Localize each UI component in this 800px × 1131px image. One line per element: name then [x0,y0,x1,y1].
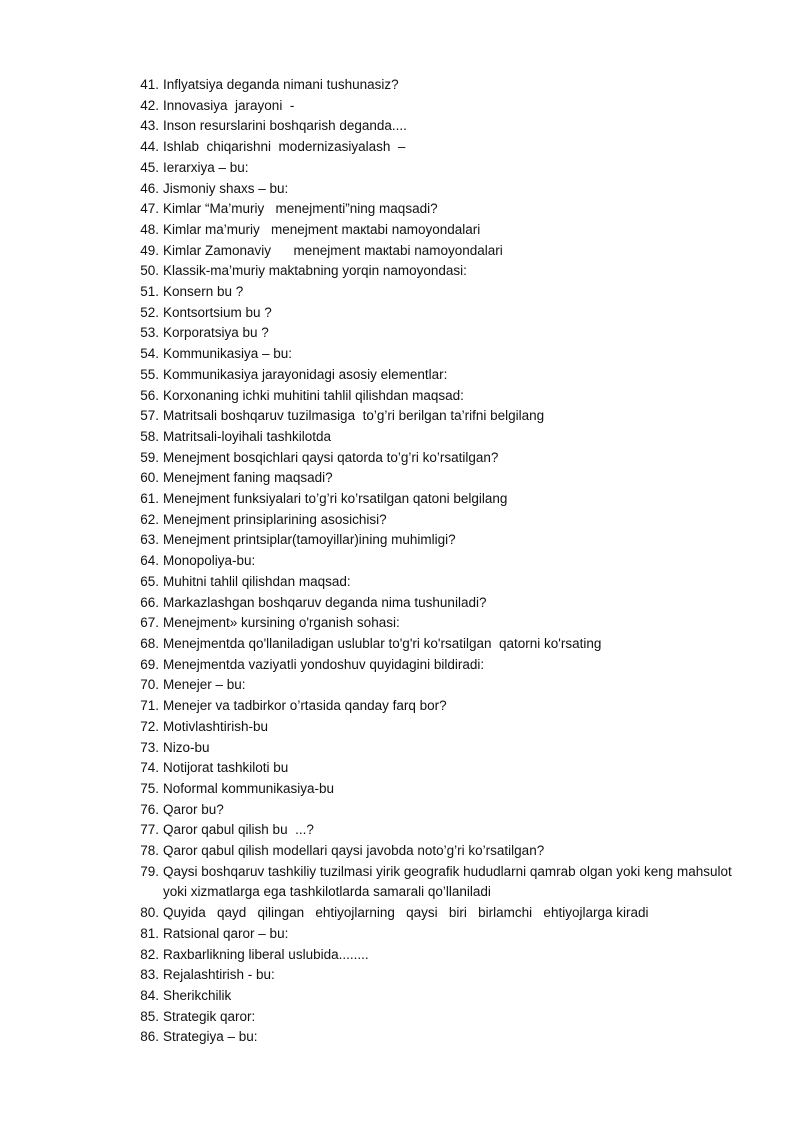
question-text: Innovasiya jarayoni - [163,97,295,113]
question-number: 62. [140,511,159,527]
question-text: Klassik-ma’muriy maktabning yorqin namoyondasi: [163,263,467,279]
question-text: Menejer va tadbirkor o’rtasida qanday farq bor? [163,698,447,714]
question-item [133,779,743,800]
question-text: Qaror bu? [163,801,224,817]
question-item [133,261,743,282]
question-item [133,841,743,862]
question-item [133,986,743,1007]
question-number: 41. [140,77,159,92]
question-item [133,530,743,551]
question-text: Kimlar ma’muriy menejment mакtabi namoyondalari [163,221,481,237]
question-list [133,75,743,1048]
question-number: 81. [140,925,159,941]
question-text: Monopoliya-bu: [163,553,256,569]
question-text: Kommunikasiya jarayonidagi asosiy elementlar: [163,366,448,382]
question-item [133,489,743,510]
question-number: 78. [140,843,159,859]
question-text: Noformal kommunikasiya-bu [163,780,335,796]
question-text: Strategiya – bu: [163,1029,258,1045]
question-item [133,758,743,779]
question-text: Menejmentda vaziyatli yondoshuv quyidagini bildiradi: [163,656,485,672]
question-number: 43. [140,118,159,134]
question-number: 44. [140,139,159,155]
question-text: Motivlashtirish-bu [163,718,269,734]
question-item [133,696,743,717]
question-text: Sherikchilik [163,987,232,1003]
question-item [133,344,743,365]
question-number: 84. [140,987,159,1003]
question-item [133,510,743,531]
question-number: 79. [140,863,159,879]
question-item [133,924,743,945]
question-text: Kontsortsium bu ? [163,304,272,320]
question-number: 82. [140,946,159,962]
question-text: Qaysi boshqaruv tashkiliy tuzilmasi yirik geografik hududlarni qamrab olgan yoki keng mahsulot yoki xizmatlarga ega tashkilotlarda samarali qo’llaniladi [163,863,736,900]
question-item [133,179,743,200]
question-number: 74. [140,760,159,776]
question-number: 80. [140,905,159,921]
question-number: 42. [140,97,159,113]
question-number: 69. [140,656,159,672]
question-item [133,593,743,614]
question-number: 59. [140,449,159,465]
question-item [133,800,743,821]
question-number: 71. [140,698,159,714]
question-text: Markazlashgan boshqaruv deganda nima tushuniladi? [163,594,487,610]
question-item [133,116,743,137]
question-number: 48. [140,221,159,237]
question-item [133,406,743,427]
question-number: 70. [140,677,159,693]
question-item [133,241,743,262]
question-text: Qaror qabul qilish modellari qaysi javobda noto’g’ri ko’rsatilgan? [163,843,545,859]
question-text: Menejer – bu: [163,677,246,693]
question-number: 60. [140,470,159,486]
question-item [133,75,743,96]
question-number: 75. [140,780,159,796]
question-text: Raxbarlikning liberal uslubida........ [163,946,369,962]
question-number: 54. [140,346,159,362]
question-item [133,613,743,634]
question-text: Strategik qaror: [163,1008,256,1024]
question-text: Menejment» kursining o'rganish sohasi: [163,615,400,631]
question-text: Inson resurslarini boshqarish deganda.... [163,118,407,134]
question-item [133,468,743,489]
question-text: Quyida qayd qilingan ehtiyojlarning qaysi biri birlamchi ehtiyojlarga kiradi [163,905,649,921]
question-item [133,199,743,220]
question-item [133,96,743,117]
question-item [133,282,743,303]
question-text: Inflyatsiya deganda nimani tushunasiz? [163,77,399,92]
question-number: 50. [140,263,159,279]
question-number: 63. [140,532,159,548]
question-number: 53. [140,325,159,341]
question-number: 65. [140,573,159,589]
question-item [133,386,743,407]
question-item [133,551,743,572]
question-text: Menejment funksiyalari to’g’ri ko’rsatilgan qatoni belgilang [163,491,508,507]
question-text: Ratsional qaror – bu: [163,925,289,941]
question-number: 67. [140,615,159,631]
question-text: Ierarxiya – bu: [163,159,249,175]
question-text: Qaror qabul qilish bu ...? [163,822,314,838]
question-text: Nizo-bu [163,739,210,755]
question-text: Menejment faning maqsadi? [163,470,333,486]
question-item [133,1007,743,1028]
question-number: 68. [140,635,159,651]
question-number: 76. [140,801,159,817]
question-item [133,365,743,386]
question-text: Menejment prinsiplarining asosichisi? [163,511,387,527]
question-text: Kimlar “Ma’muriy menejmenti”ning maqsadi? [163,201,438,217]
question-item [133,903,743,924]
question-number: 64. [140,553,159,569]
question-item [133,717,743,738]
question-item [133,675,743,696]
question-item [133,945,743,966]
question-number: 49. [140,242,159,258]
question-text: Menejment bosqichlari qaysi qatorda to’g’ri ko’rsatilgan? [163,449,499,465]
question-text: Muhitni tahlil qilishdan maqsad: [163,573,351,589]
question-text: Matritsali boshqaruv tuzilmasiga to’g’ri berilgan ta’rifni belgilang [163,408,545,424]
question-number: 61. [140,491,159,507]
question-item [133,158,743,179]
question-text: Notijorat tashkiloti bu [163,760,289,776]
question-number: 52. [140,304,159,320]
question-item [133,1027,743,1048]
question-number: 58. [140,428,159,444]
question-text: Kommunikasiya – bu: [163,346,293,362]
question-number: 47. [140,201,159,217]
question-item [133,220,743,241]
question-text: Konsern bu ? [163,284,244,300]
question-item [133,862,743,903]
question-item [133,427,743,448]
question-number: 56. [140,387,159,403]
question-number: 51. [140,284,159,300]
question-text: Menejment printsiplar(tamoyillar)ining muhimligi? [163,532,456,548]
question-text: Korporatsiya bu ? [163,325,269,341]
question-text: Korxonaning ichki muhitini tahlil qilishdan maqsad: [163,387,464,403]
question-number: 77. [140,822,159,838]
question-text: Kimlar Zamonaviy menejment mакtabi namoyondalari [163,242,503,258]
question-number: 66. [140,594,159,610]
question-item [133,323,743,344]
question-number: 45. [140,159,159,175]
question-item [133,448,743,469]
question-item [133,634,743,655]
question-number: 73. [140,739,159,755]
question-number: 46. [140,180,159,196]
question-text: Menejmentda qo'llaniladigan uslublar to'g'ri ko'rsatilgan qatorni ko'rsating [163,635,602,651]
question-item [133,137,743,158]
question-item [133,572,743,593]
question-number: 85. [140,1008,159,1024]
question-number: 72. [140,718,159,734]
question-number: 55. [140,366,159,382]
question-text: Matritsali-loyihali tashkilotda [163,428,332,444]
question-item [133,820,743,841]
question-text: Ishlab chiqarishni modernizasiyalash – [163,139,406,155]
question-text: Jismoniy shaxs – bu: [163,180,289,196]
question-item [133,655,743,676]
question-number: 86. [140,1029,159,1045]
question-item [133,965,743,986]
question-text: Rejalashtirish - bu: [163,967,275,983]
question-number: 57. [140,408,159,424]
question-item [133,303,743,324]
question-item [133,738,743,759]
question-number: 83. [140,967,159,983]
